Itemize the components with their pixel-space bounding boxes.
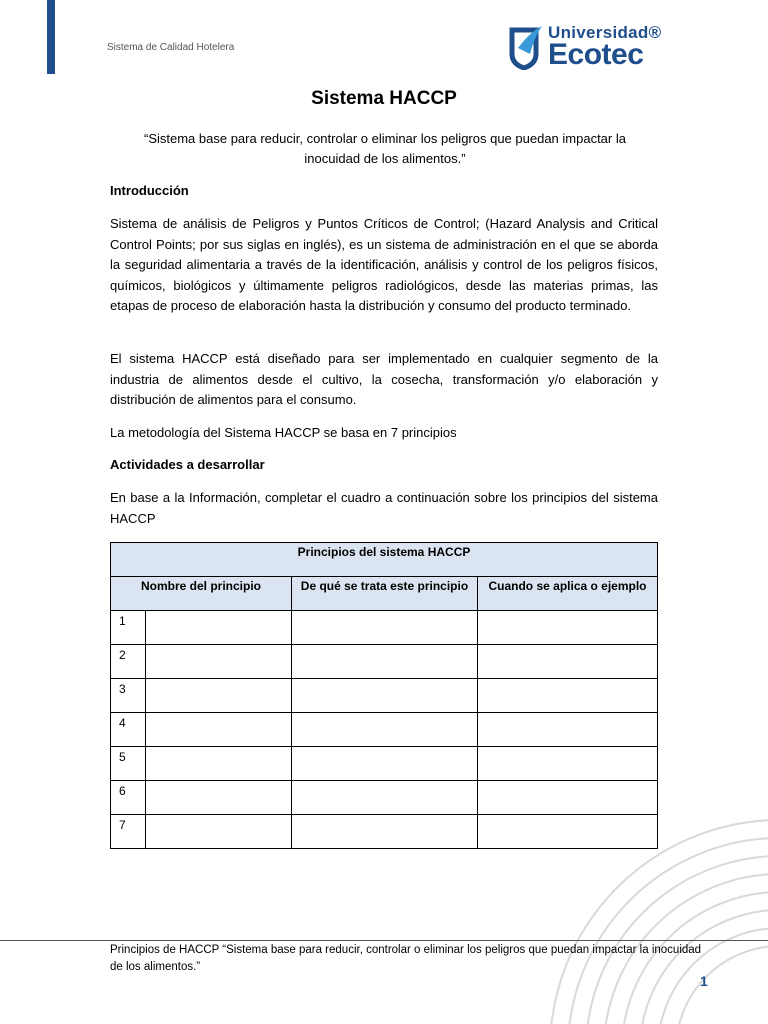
activities-paragraph: En base a la Información, completar el cuadro a continuación sobre los principios del sistema HACCP [110,490,658,526]
principle-name-cell[interactable] [146,645,292,679]
principle-description-cell[interactable] [291,645,477,679]
principle-name-cell[interactable] [146,713,292,747]
table-row [111,713,658,747]
principle-description-cell[interactable] [291,611,477,645]
row-number: 2 [111,645,146,679]
page-subtitle: “Sistema base para reducir, controlar o eliminar los peligros que puedan impactar la inocuidad de los alimentos.” [144,131,626,166]
table-row [111,747,658,781]
principle-name-cell[interactable] [146,611,292,645]
scope-paragraph: El sistema HACCP está diseñado para ser implementado en cualquier segmento de la industria de alimentos desde el cultivo, la cosecha, transformación y/o elaboración y distribución de alimentos para el consumo. [110,351,658,407]
principle-name-cell[interactable] [146,781,292,815]
table-row [111,645,658,679]
row-number: 6 [111,781,146,815]
logo-university-text: Universidad® [548,23,662,42]
logo-ecotec-text: Ecotec [548,38,644,71]
principle-example-cell[interactable] [477,747,657,781]
row-number: 3 [111,679,146,713]
principle-example-cell[interactable] [477,611,657,645]
column-header-description: De qué se trata este principio [291,577,477,611]
column-header-example: Cuando se aplica o ejemplo [477,577,657,611]
page-number: 1 [700,973,708,989]
methodology-paragraph: La metodología del Sistema HACCP se basa en 7 principios [110,425,457,440]
page-title: Sistema HACCP [311,88,457,109]
header-text: Sistema de Calidad Hotelera [107,42,235,53]
table-row [111,611,658,645]
principle-example-cell[interactable] [477,679,657,713]
principle-name-cell[interactable] [146,747,292,781]
row-number: 5 [111,747,146,781]
column-header-name: Nombre del principio [111,577,292,611]
activities-heading: Actividades a desarrollar [110,457,265,472]
footer-text: Principios de HACCP “Sistema base para reducir, controlar o eliminar los peligros que puedan impactar la inocuidad de los alimentos.” [110,944,702,973]
principle-name-cell[interactable] [146,679,292,713]
intro-heading: Introducción [110,183,189,198]
principle-example-cell[interactable] [477,645,657,679]
row-number: 4 [111,713,146,747]
table-row [111,679,658,713]
principle-name-cell[interactable] [146,815,292,849]
intro-paragraph: Sistema de análisis de Peligros y Puntos Críticos de Control; (Hazard Analysis and Critical Control Points; por sus siglas en inglés), es un sistema de administración en el que se aborda la seguridad alimentaria a través de la identificación, análisis y control de los peligros físicos, químicos, biológicos y últimamente peligros radiológicos, desde las materias primas, las etapas de proceso de elaboración hasta la distribución y consumo del producto terminado. [110,216,658,313]
principle-description-cell[interactable] [291,713,477,747]
principle-example-cell[interactable] [477,713,657,747]
university-logo [508,22,668,74]
footer-divider [0,940,768,941]
logo-emblem-icon [508,24,544,70]
table-title: Principios del sistema HACCP [111,543,658,577]
principle-description-cell[interactable] [291,679,477,713]
row-number: 7 [111,815,146,849]
header-accent-bar [47,0,55,74]
row-number: 1 [111,611,146,645]
principle-description-cell[interactable] [291,747,477,781]
